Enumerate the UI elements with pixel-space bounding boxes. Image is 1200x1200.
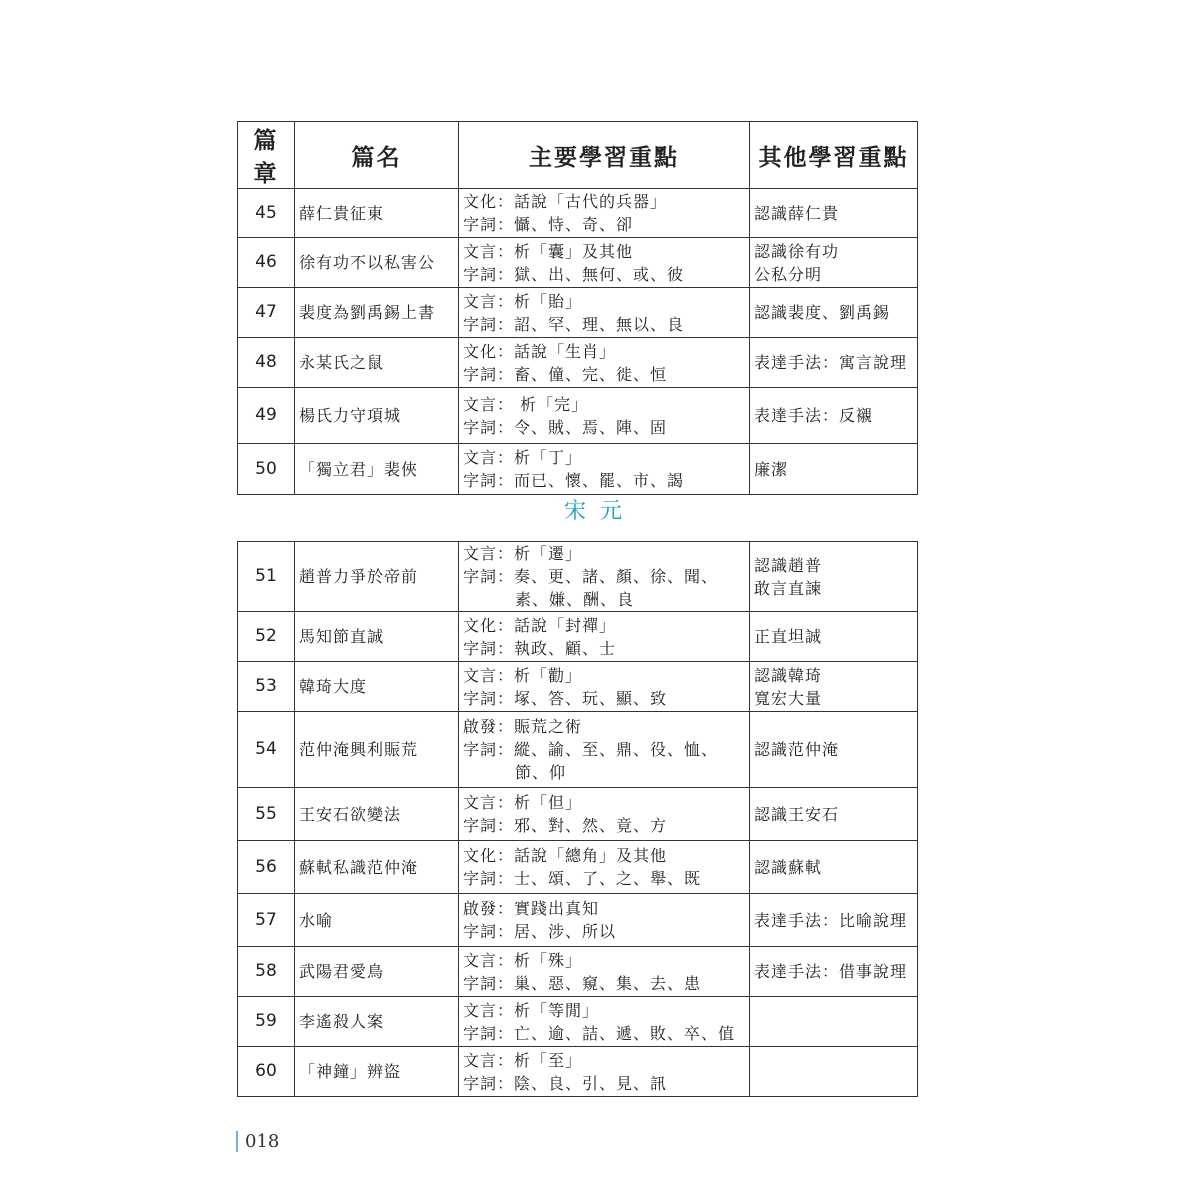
main-point-line: 字詞：士、頌、了、之、舉、既 (463, 869, 702, 888)
main-points (459, 997, 750, 1047)
chapter-title: 楊氏力守項城 (295, 388, 459, 444)
main-points (459, 444, 750, 495)
other-point-line: 表達手法：比喻說理 (754, 910, 908, 930)
main-point-line: 字詞：邪、對、然、竟、方 (463, 816, 668, 835)
chapter-number: 57 (238, 894, 295, 947)
main-point-line: 文化：話說「生肖」 (463, 341, 617, 361)
chapter-title: 裴度為劉禹錫上書 (295, 288, 459, 338)
main-points (459, 947, 750, 997)
chapter-number: 48 (238, 338, 295, 388)
header-chapter: 篇章 (238, 122, 295, 189)
other-point-line: 認識裴度、劉禹錫 (754, 303, 891, 322)
chapter-title: 「神鐘」辨盜 (295, 1047, 459, 1097)
main-point-line: 文言：析「貽」 (463, 291, 583, 311)
other-points (750, 894, 918, 947)
chapter-title: 武陽君愛鳥 (295, 947, 459, 997)
other-point-line: 寬宏大量 (754, 688, 823, 708)
other-point-line: 認識范仲淹 (754, 740, 840, 759)
table-row (238, 662, 918, 712)
chapter-number: 49 (238, 388, 295, 444)
chapter-title: 李遙殺人案 (295, 997, 459, 1047)
other-point-line: 表達手法：寓言說理 (754, 353, 908, 372)
study-table-song-yuan (237, 541, 918, 1097)
main-point-line: 文言：析「遷」 (463, 544, 583, 563)
main-point-line: 文言：析「至」 (463, 1050, 583, 1070)
other-points (750, 388, 918, 444)
other-points (750, 238, 918, 288)
table-row (238, 338, 918, 388)
main-point-line: 字詞：巢、惡、窺、集、去、患 (463, 973, 702, 993)
header-other-points: 其他學習重點 (750, 122, 918, 189)
other-point-line: 表達手法：反襯 (754, 406, 874, 425)
table-row (238, 894, 918, 947)
table-row (238, 947, 918, 997)
chapter-number: 58 (238, 947, 295, 997)
table-row (238, 712, 918, 788)
other-point-line: 認識薛仁貴 (754, 203, 840, 223)
main-points (459, 841, 750, 894)
chapter-title: 永某氏之鼠 (295, 338, 459, 388)
main-points (459, 238, 750, 288)
other-points (750, 712, 918, 788)
table-header-row (238, 122, 918, 189)
main-point-line: 字詞：令、賊、焉、陣、固 (463, 417, 668, 437)
main-point-line: 啟發：賑荒之術 (463, 717, 583, 736)
other-point-line: 認識徐有功 (754, 241, 840, 261)
chapter-number: 54 (238, 712, 295, 788)
table-row (238, 788, 918, 841)
main-point-line: 字詞：奏、更、諸、顏、徐、聞、 (463, 567, 719, 586)
main-point-line: 節、仰 (515, 763, 567, 782)
chapter-number: 47 (238, 288, 295, 338)
main-point-line: 字詞：塚、答、玩、顯、致 (463, 688, 668, 708)
main-point-line: 字詞：亡、逾、詰、遞、敗、卒、值 (463, 1023, 736, 1043)
table-row (238, 444, 918, 495)
chapter-title: 徐有功不以私害公 (295, 238, 459, 288)
other-point-line: 正直坦誠 (754, 627, 823, 646)
main-points (459, 288, 750, 338)
other-points (750, 1047, 918, 1097)
main-points (459, 338, 750, 388)
other-points (750, 612, 918, 662)
table-body (238, 189, 918, 495)
page-number: 018 (236, 1131, 279, 1152)
table-row (238, 612, 918, 662)
other-point-line: 認識王安石 (754, 804, 840, 824)
main-points (459, 712, 750, 788)
other-point-line: 認識韓琦 (754, 665, 823, 685)
main-point-line: 字詞：獄、出、無何、或、彼 (463, 264, 685, 284)
main-points (459, 894, 750, 947)
main-point-line: 文化：話說「封禪」 (463, 615, 617, 635)
main-point-line: 文言：析「丁」 (463, 448, 583, 467)
header-title: 篇名 (295, 122, 459, 189)
main-point-line: 字詞：而已、懷、罷、市、謁 (463, 471, 685, 490)
main-point-line: 文言：析「勸」 (463, 665, 583, 685)
chapter-number: 60 (238, 1047, 295, 1097)
other-points (750, 841, 918, 894)
other-points (750, 997, 918, 1047)
main-point-line: 素、嫌、酬、良 (515, 590, 635, 609)
other-points (750, 189, 918, 238)
chapter-title: 范仲淹興利賑荒 (295, 712, 459, 788)
chapter-title: 「獨立君」裴俠 (295, 444, 459, 495)
main-point-line: 字詞：執政、顧、士 (463, 638, 617, 658)
header-main-points: 主要學習重點 (459, 122, 750, 189)
chapter-number: 55 (238, 788, 295, 841)
main-point-line: 啟發：實踐出真知 (463, 899, 600, 918)
main-points (459, 612, 750, 662)
other-points (750, 788, 918, 841)
chapter-title: 王安石欲變法 (295, 788, 459, 841)
table-row (238, 388, 918, 444)
main-point-line: 文化：話說「古代的兵器」 (463, 192, 668, 211)
main-point-line: 文言：析「但」 (463, 793, 583, 812)
other-points (750, 662, 918, 712)
main-point-line: 字詞：詔、罕、理、無以、良 (463, 314, 685, 334)
chapter-title: 水喻 (295, 894, 459, 947)
chapter-number: 53 (238, 662, 295, 712)
main-point-line: 字詞：畜、僮、完、徙、恒 (463, 364, 668, 384)
main-points (459, 388, 750, 444)
main-point-line: 文言：析「等閒」 (463, 1000, 600, 1020)
other-point-line: 敢言直諫 (754, 578, 823, 598)
other-points (750, 444, 918, 495)
other-points (750, 288, 918, 338)
section-title: 宋元 (563, 499, 636, 524)
chapter-title: 趙普力爭於帝前 (295, 542, 459, 612)
table-body (238, 542, 918, 1097)
main-points (459, 662, 750, 712)
chapter-number: 52 (238, 612, 295, 662)
chapter-number: 56 (238, 841, 295, 894)
table-row (238, 1047, 918, 1097)
table-row (238, 189, 918, 238)
table-row (238, 238, 918, 288)
main-point-line: 字詞：陰、良、引、見、訊 (463, 1073, 668, 1093)
main-point-line: 字詞：懾、恃、奇、卻 (463, 215, 634, 234)
chapter-number: 50 (238, 444, 295, 495)
main-point-line: 字詞：縱、諭、至、鼎、役、恤、 (463, 740, 719, 759)
other-point-line: 表達手法：借事說理 (754, 962, 908, 981)
other-points (750, 947, 918, 997)
main-point-line: 文言： 析「完」 (463, 394, 589, 414)
chapter-title: 馬知節直誠 (295, 612, 459, 662)
main-point-line: 字詞：居、涉、所以 (463, 922, 617, 941)
chapter-number: 59 (238, 997, 295, 1047)
other-points (750, 542, 918, 612)
main-points (459, 542, 750, 612)
study-table-tang (237, 121, 918, 495)
chapter-title: 薛仁貴征東 (295, 189, 459, 238)
chapter-number: 45 (238, 189, 295, 238)
chapter-title: 韓琦大度 (295, 662, 459, 712)
chapter-number: 46 (238, 238, 295, 288)
main-points (459, 788, 750, 841)
main-points (459, 189, 750, 238)
table-row (238, 288, 918, 338)
other-point-line: 認識趙普 (754, 555, 823, 575)
table-row (238, 841, 918, 894)
main-point-line: 文言：析「殊」 (463, 950, 583, 970)
other-point-line: 公私分明 (754, 264, 823, 284)
chapter-title: 蘇軾私識范仲淹 (295, 841, 459, 894)
other-point-line: 認識蘇軾 (754, 857, 823, 877)
main-points (459, 1047, 750, 1097)
other-points (750, 338, 918, 388)
other-point-line: 廉潔 (754, 459, 789, 479)
main-point-line: 文言：析「囊」及其他 (463, 241, 634, 261)
table-row (238, 542, 918, 612)
main-point-line: 文化：話說「總角」及其他 (463, 846, 668, 865)
table-row (238, 997, 918, 1047)
chapter-number: 51 (238, 542, 295, 612)
